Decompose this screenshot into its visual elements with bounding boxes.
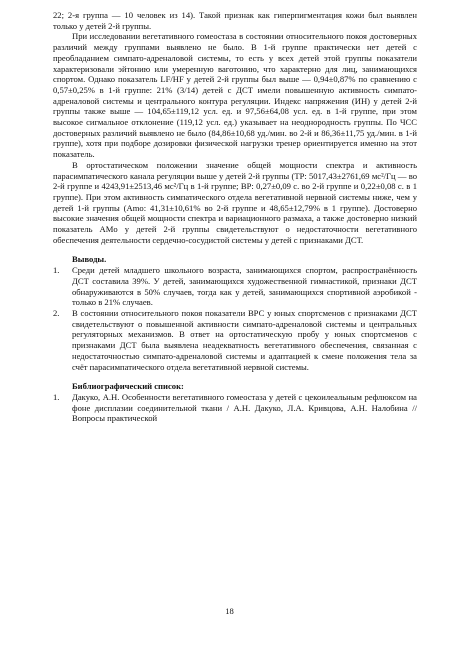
page-content: [53, 10, 417, 424]
conclusion-number: 2.: [53, 307, 60, 318]
bibliography-number: 1.: [53, 391, 60, 402]
conclusion-number: 1.: [53, 265, 60, 276]
conclusion-text: В состоянии относительного покоя показатели ВРС у юных спортсменов с признаками ДСТ свидетельствуют о повышенной активности симпато-адреналовой системы и центральных регуляторных механизмов. В ответ на ортостатическую пробу у юных спортсменов с признаками ДСТ была выявлена неадекватность вегетативного обеспечения, связанная с недостаточностью симпато-адреналовой системы и адаптацией к смене положения тела за счёт парасимпатического отдела вегетативной нервной системы.: [72, 307, 417, 372]
bibliography-heading: Библиографический список:: [72, 381, 184, 392]
conclusion-item-1: [53, 265, 417, 308]
bibliography-text: Дакуко, А.Н. Особенности вегетативного гомеостаза у детей с цекоилеальным рефлюксом на фоне дисплазии соединительной ткани / А.Н. Дакуко, Л.А. Кривцова, А.Н. Налобина // Вопросы практической: [72, 391, 417, 424]
paragraph-rest-state: При исследовании вегетативного гомеостаза в состоянии относительного покоя достоверных различий между группами выявлено не было. В 1-й группе практически нет детей с преобладанием симпато-адреналовой системы, то есть у всех детей этой группы показатели характеризовали эйтонию или умеренную ваготонию, что характерно для лиц, занимающихся спортом. Однако показатель LF/HF у детей 2-й группы был выше — 0,94±0,87% по сравнению с 0,57±0,25% в 1-й группе: 21% (3/14) детей с ДСТ имели повышенную активность симпато-адреналовой системы и центрального контура регуляции. Индекс напряжения (ИН) у детей 2-й группы также выше — 104,65±119,12 усл. ед. и 97,56±64,08 усл. ед. в 1-й группе, при этом высокое сигмальное отклонение (119,12 усл. ед.) указывает на неоднородность группы. По ЧСС достоверных различий выявлено не было (84,86±10,68 уд./мин. во 2-й и 86,36±11,75 уд./мин. в 1-й группе), хотя при подборе дозировки физической нагрузки тренер ориентируется именно на этот показатель.: [53, 31, 417, 160]
spacer: [53, 372, 417, 381]
paragraph-continuation: 22; 2-я группа — 10 человек из 14). Такой признак как гиперпигментация кожи был выявлен только у детей 2-й группы.: [53, 10, 417, 31]
page-number: 18: [225, 606, 234, 616]
conclusion-text: Среди детей младшего школьного возраста, занимающихся спортом, распространённость ДСТ составила 39%. У детей, занимающихся художественной гимнастикой, признаки ДСТ обнаруживаются в 50% случаев, тогда как у детей, занимающихся спортивной аэробикой - только в 21% случаев.: [72, 265, 417, 308]
conclusions-heading: Выводы.: [72, 254, 107, 265]
spacer: [53, 245, 417, 254]
conclusion-item-2: [53, 308, 417, 372]
paragraph-orthostatic: В ортостатическом положении значение общей мощности спектра и активность парасимпатического канала регуляции выше у детей 2-й группы (TP: 5017,43±2761,69 мс²/Гц — во 2-й группе и 4243,91±2513,46 мс²/Гц в 1-й группе; BP: 0,27±0,09 с. во 2-й группе и 0,22±0,08 с. в 1 группе). При этом активность симпатического отдела вегетативной нервной системы ниже, чем у детей 1-й группы (Amo: 41,31±10,61% во 2-й группе и 48,65±12,79% в 1 группе). Достоверно высокие значения общей мощности спектра и вариационного размаха, а также достоверно низкий показатель AMo у детей 2-й группы свидетельствуют о недостаточности вегетативного обеспечения деятельности сердечно-сосудистой системы у детей с признаками ДСТ.: [53, 159, 417, 245]
bibliography-item-1: [53, 392, 417, 424]
